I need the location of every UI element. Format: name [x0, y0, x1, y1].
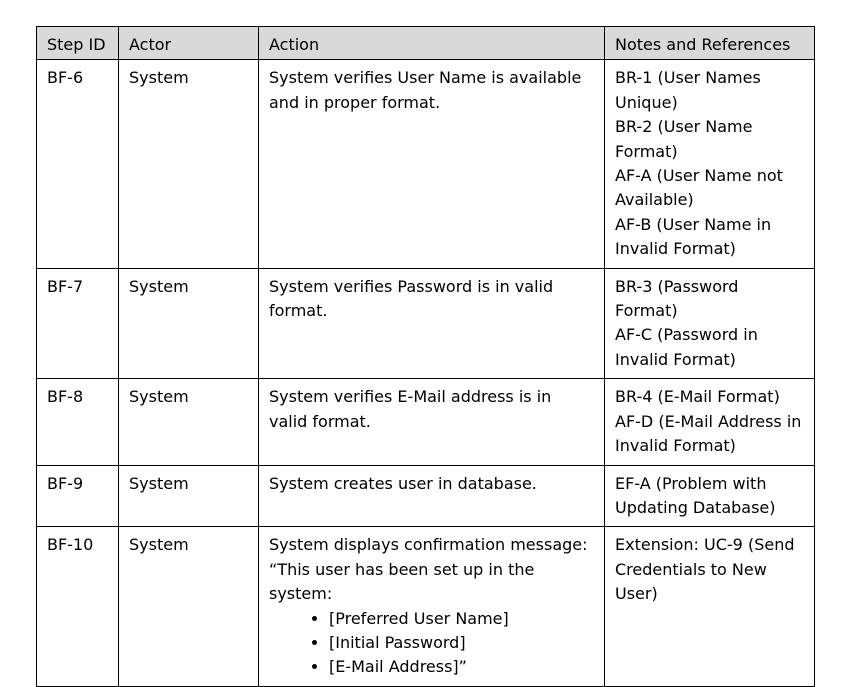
- note-reference: AF-D (E-Mail Address in Invalid Format): [615, 411, 802, 456]
- step-id-cell: BF-6: [37, 60, 119, 268]
- action-cell: System creates user in database.: [259, 465, 605, 527]
- list-item: • [Initial Password]: [329, 631, 594, 655]
- list-item: • [E-Mail Address]”: [329, 655, 594, 679]
- note-reference: AF-B (User Name in Invalid Format): [615, 214, 772, 259]
- table-row: [37, 379, 815, 465]
- step-id-cell: BF-7: [37, 268, 119, 379]
- notes-cell: [605, 527, 815, 686]
- table-row: [37, 465, 815, 527]
- notes-cell: [605, 60, 815, 268]
- notes-cell: [605, 379, 815, 465]
- list-item: • [Preferred User Name]: [329, 607, 594, 631]
- note-reference: BR-1 (User Names Unique): [615, 68, 761, 112]
- action-text: System displays confirmation message: “This user has been set up in the system:: [269, 535, 588, 604]
- action-cell: System verifies Password is in valid format.: [259, 268, 605, 379]
- header-step-id: Step ID: [37, 27, 119, 60]
- note-reference: AF-C (Password in Invalid Format): [615, 325, 758, 369]
- actor-cell: System: [119, 379, 259, 465]
- header-action: Action: [259, 27, 605, 60]
- note-reference: AF-A (User Name not Available): [615, 166, 783, 210]
- header-notes: Notes and References: [605, 27, 815, 60]
- actor-cell: System: [119, 527, 259, 686]
- confirmation-field-list: [269, 607, 594, 680]
- table-row: [37, 268, 815, 379]
- action-cell: System verifies E-Mail address is in valid format.: [259, 379, 605, 465]
- action-cell: System verifies User Name is available and in proper format.: [259, 60, 605, 268]
- table-row: [37, 527, 815, 686]
- actor-cell: System: [119, 465, 259, 527]
- note-reference: BR-3 (Password Format): [615, 276, 739, 321]
- note-reference: BR-4 (E-Mail Format): [615, 387, 780, 407]
- use-case-steps-table: [36, 26, 815, 687]
- actor-cell: System: [119, 60, 259, 268]
- actor-cell: System: [119, 268, 259, 379]
- table-row: [37, 60, 815, 268]
- notes-cell: [605, 465, 815, 527]
- action-cell: [259, 527, 605, 686]
- step-id-cell: BF-9: [37, 465, 119, 527]
- note-reference: BR-2 (User Name Format): [615, 117, 753, 161]
- header-row: [37, 27, 815, 60]
- step-id-cell: BF-10: [37, 527, 119, 686]
- note-reference: Extension: UC-9 (Send Credentials to New User): [615, 535, 795, 604]
- step-id-cell: BF-8: [37, 379, 119, 465]
- header-actor: Actor: [119, 27, 259, 60]
- note-reference: EF-A (Problem with Updating Database): [615, 473, 776, 517]
- notes-cell: [605, 268, 815, 379]
